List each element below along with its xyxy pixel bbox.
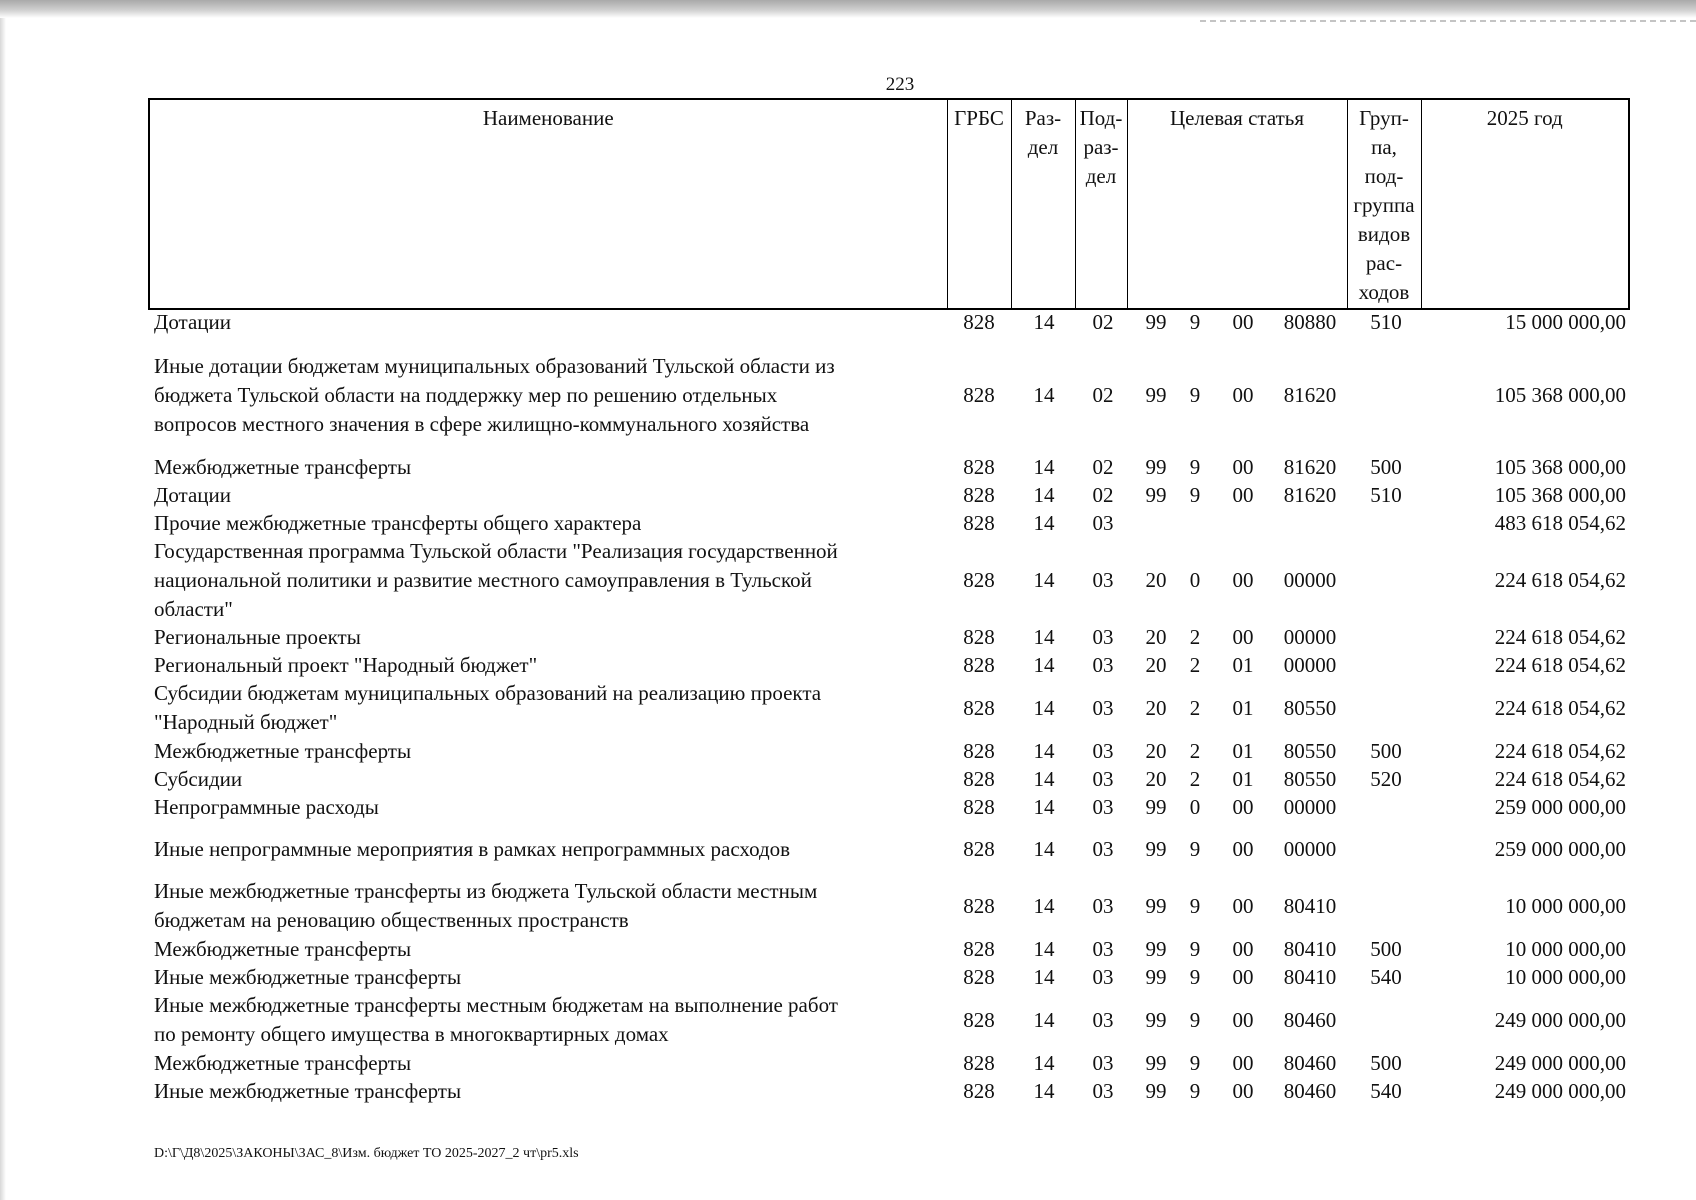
- cell-name-line: Субсидии бюджетам муниципальных образований на реализацию проекта: [154, 681, 822, 705]
- cell-razdel: 14: [1033, 625, 1055, 649]
- cell-name: [154, 1077, 934, 1106]
- cell-target-direction: 80410: [1283, 965, 1337, 989]
- cell-target-direction: 00000: [1283, 653, 1337, 677]
- cell-name: [154, 737, 934, 766]
- cell-target-program: 99: [1145, 893, 1167, 918]
- scan-shadow-left: [0, 18, 6, 1200]
- cell-grbs: 828: [963, 653, 995, 677]
- cell-name-line: Региональные проекты: [154, 625, 361, 649]
- cell-name: [154, 509, 934, 538]
- cell-name-line: Межбюджетные трансферты: [154, 1051, 412, 1075]
- cell-target-subprogram: 9: [1189, 937, 1201, 961]
- cell-name: [154, 793, 934, 822]
- cell-amount-2025: 105 368 000,00: [1494, 483, 1626, 507]
- cell-grbs: 828: [963, 455, 995, 479]
- cell-target-event: 00: [1232, 937, 1254, 961]
- cell-target-subprogram: 2: [1189, 625, 1201, 649]
- cell-razdel: 14: [1033, 695, 1055, 720]
- cell-name: [154, 1049, 934, 1078]
- cell-target-event: 00: [1232, 625, 1254, 649]
- cell-razdel: 14: [1033, 511, 1055, 535]
- cell-target-subprogram: 9: [1189, 383, 1201, 407]
- cell-target-subprogram: 2: [1189, 653, 1201, 677]
- cell-target-event: 00: [1232, 795, 1254, 819]
- cell-grbs: 828: [963, 767, 995, 791]
- header-grbs: ГРБС: [947, 99, 1011, 309]
- cell-name: [154, 835, 934, 864]
- cell-target-subprogram: 9: [1189, 455, 1201, 479]
- cell-name-line: Прочие межбюджетные трансферты общего характера: [154, 511, 642, 535]
- cell-expense-group: 540: [1370, 965, 1402, 989]
- cell-target-program: 99: [1145, 483, 1167, 507]
- cell-target-program: 99: [1145, 1007, 1167, 1032]
- cell-amount-2025: 224 618 054,62: [1494, 695, 1626, 720]
- cell-name-line: бюджета Тульской области на поддержку мер по решению отдельных: [154, 383, 778, 407]
- cell-grbs: 828: [963, 1007, 995, 1032]
- cell-amount-2025: 105 368 000,00: [1494, 455, 1626, 479]
- cell-name: [154, 352, 934, 439]
- cell-target-direction: 80880: [1283, 310, 1337, 334]
- cell-name-line: Иные межбюджетные трансферты: [154, 965, 462, 989]
- cell-name: [154, 935, 934, 964]
- cell-podrazdel: 02: [1092, 455, 1114, 479]
- cell-razdel: 14: [1033, 568, 1055, 592]
- cell-target-program: 99: [1145, 455, 1167, 479]
- cell-target-direction: 80550: [1283, 767, 1337, 791]
- cell-target-event: 00: [1232, 483, 1254, 507]
- cell-target-subprogram: 0: [1189, 568, 1201, 592]
- cell-podrazdel: 03: [1092, 795, 1114, 819]
- cell-name: [154, 623, 934, 652]
- cell-grbs: 828: [963, 795, 995, 819]
- cell-name-line: национальной политики и развитие местного самоуправления в Тульской: [154, 568, 812, 592]
- cell-target-direction: 80550: [1283, 695, 1337, 720]
- cell-podrazdel: 03: [1092, 1079, 1114, 1103]
- cell-grbs: 828: [963, 1051, 995, 1075]
- cell-expense-group: 540: [1370, 1079, 1402, 1103]
- cell-target-subprogram: 2: [1189, 767, 1201, 791]
- cell-razdel: 14: [1033, 455, 1055, 479]
- cell-target-program: 20: [1145, 739, 1167, 763]
- cell-target-program: 20: [1145, 568, 1167, 592]
- cell-name: [154, 651, 934, 680]
- cell-target-subprogram: 9: [1189, 893, 1201, 918]
- cell-target-program: 99: [1145, 937, 1167, 961]
- cell-podrazdel: 03: [1092, 937, 1114, 961]
- cell-name-line: по ремонту общего имущества в многоквартирных домах: [154, 1022, 669, 1046]
- cell-amount-2025: 483 618 054,62: [1494, 511, 1626, 535]
- cell-name-line: Иные межбюджетные трансферты: [154, 1079, 462, 1103]
- cell-target-program: 99: [1145, 1079, 1167, 1103]
- cell-name-line: Иные дотации бюджетам муниципальных образований Тульской области из: [154, 354, 835, 378]
- cell-podrazdel: 03: [1092, 837, 1114, 861]
- cell-amount-2025: 259 000 000,00: [1494, 795, 1626, 819]
- cell-name-line: области": [154, 597, 233, 621]
- header-expense-group: Груп- па, под- группа видов рас- ходов: [1347, 99, 1421, 309]
- cell-grbs: 828: [963, 568, 995, 592]
- cell-expense-group: 510: [1370, 483, 1402, 507]
- cell-podrazdel: 03: [1092, 767, 1114, 791]
- cell-name-line: бюджетам на реновацию общественных пространств: [154, 908, 629, 932]
- cell-name: [154, 679, 934, 737]
- cell-name-line: вопросов местного значения в сфере жилищно-коммунального хозяйства: [154, 412, 810, 436]
- cell-target-direction: 80460: [1283, 1079, 1337, 1103]
- header-year-2025: 2025 год: [1421, 99, 1629, 309]
- cell-target-direction: 00000: [1283, 568, 1337, 592]
- cell-target-subprogram: 9: [1189, 965, 1201, 989]
- cell-target-direction: 81620: [1283, 383, 1337, 407]
- cell-razdel: 14: [1033, 739, 1055, 763]
- cell-target-event: 01: [1232, 695, 1254, 720]
- cell-target-direction: 81620: [1283, 483, 1337, 507]
- cell-podrazdel: 03: [1092, 965, 1114, 989]
- cell-target-program: 99: [1145, 837, 1167, 861]
- cell-name: [154, 453, 934, 482]
- cell-podrazdel: 02: [1092, 310, 1114, 334]
- file-path-footer: D:\Г\Д8\2025\ЗАКОНЫ\ЗАС_8\Изм. бюджет ТО 2025-2027_2 чт\pr5.xls: [154, 1146, 579, 1161]
- cell-target-event: 00: [1232, 383, 1254, 407]
- cell-name: [154, 963, 934, 992]
- cell-razdel: 14: [1033, 310, 1055, 334]
- cell-target-subprogram: 9: [1189, 1051, 1201, 1075]
- cell-razdel: 14: [1033, 653, 1055, 677]
- cell-podrazdel: 03: [1092, 1051, 1114, 1075]
- cell-target-event: 01: [1232, 767, 1254, 791]
- cell-amount-2025: 15 000 000,00: [1505, 310, 1626, 334]
- cell-target-event: 00: [1232, 893, 1254, 918]
- cell-name-line: Дотации: [154, 310, 232, 334]
- cell-name-line: Региональный проект "Народный бюджет": [154, 653, 538, 677]
- cell-razdel: 14: [1033, 937, 1055, 961]
- cell-expense-group: 510: [1370, 310, 1402, 334]
- cell-target-event: 00: [1232, 1079, 1254, 1103]
- cell-expense-group: 500: [1370, 455, 1402, 479]
- scan-artifact-line: [1200, 20, 1696, 22]
- cell-target-subprogram: 9: [1189, 1079, 1201, 1103]
- cell-target-program: 20: [1145, 767, 1167, 791]
- cell-name-line: Межбюджетные трансферты: [154, 739, 412, 763]
- cell-grbs: 828: [963, 383, 995, 407]
- cell-expense-group: 500: [1370, 937, 1402, 961]
- cell-target-direction: 80410: [1283, 937, 1337, 961]
- cell-name-line: "Народный бюджет": [154, 710, 338, 734]
- cell-podrazdel: 03: [1092, 695, 1114, 720]
- cell-razdel: 14: [1033, 1079, 1055, 1103]
- cell-name-line: Иные непрограммные мероприятия в рамках непрограммных расходов: [154, 837, 791, 861]
- cell-target-direction: 81620: [1283, 455, 1337, 479]
- cell-target-event: 01: [1232, 739, 1254, 763]
- cell-razdel: 14: [1033, 965, 1055, 989]
- cell-target-program: 20: [1145, 625, 1167, 649]
- scan-shadow-top: [0, 0, 1696, 18]
- cell-grbs: 828: [963, 511, 995, 535]
- cell-amount-2025: 224 618 054,62: [1494, 653, 1626, 677]
- cell-name-line: Иные межбюджетные трансферты местным бюджетам на выполнение работ: [154, 993, 838, 1017]
- cell-name-line: Межбюджетные трансферты: [154, 455, 412, 479]
- cell-target-event: 00: [1232, 1007, 1254, 1032]
- cell-razdel: 14: [1033, 1007, 1055, 1032]
- cell-name: [154, 991, 934, 1049]
- cell-amount-2025: 105 368 000,00: [1494, 383, 1626, 407]
- table-header: [148, 98, 1630, 310]
- cell-target-program: 99: [1145, 383, 1167, 407]
- cell-amount-2025: 249 000 000,00: [1494, 1079, 1626, 1103]
- cell-target-event: 01: [1232, 653, 1254, 677]
- cell-name-line: Дотации: [154, 483, 232, 507]
- cell-amount-2025: 224 618 054,62: [1494, 568, 1626, 592]
- cell-name: [154, 765, 934, 794]
- cell-amount-2025: 259 000 000,00: [1494, 837, 1626, 861]
- cell-target-direction: 80550: [1283, 739, 1337, 763]
- cell-grbs: 828: [963, 695, 995, 720]
- cell-target-event: 00: [1232, 1051, 1254, 1075]
- cell-name-line: Субсидии: [154, 767, 243, 791]
- cell-target-event: 00: [1232, 965, 1254, 989]
- cell-target-subprogram: 9: [1189, 310, 1201, 334]
- cell-podrazdel: 03: [1092, 893, 1114, 918]
- cell-name-line: Иные межбюджетные трансферты из бюджета Тульской области местным: [154, 879, 818, 903]
- cell-podrazdel: 03: [1092, 1007, 1114, 1032]
- cell-name-line: Государственная программа Тульской области "Реализация государственной: [154, 539, 838, 563]
- cell-razdel: 14: [1033, 483, 1055, 507]
- cell-expense-group: 500: [1370, 1051, 1402, 1075]
- cell-target-direction: 80460: [1283, 1007, 1337, 1032]
- cell-target-event: 00: [1232, 568, 1254, 592]
- cell-amount-2025: 249 000 000,00: [1494, 1007, 1626, 1032]
- cell-amount-2025: 10 000 000,00: [1505, 937, 1626, 961]
- cell-target-program: 20: [1145, 653, 1167, 677]
- cell-grbs: 828: [963, 965, 995, 989]
- cell-target-direction: 00000: [1283, 795, 1337, 819]
- header-target-article: Целевая статья: [1127, 99, 1347, 309]
- cell-amount-2025: 224 618 054,62: [1494, 625, 1626, 649]
- cell-grbs: 828: [963, 837, 995, 861]
- cell-grbs: 828: [963, 1079, 995, 1103]
- cell-name: [154, 877, 934, 935]
- cell-target-direction: 80410: [1283, 893, 1337, 918]
- cell-target-event: 00: [1232, 837, 1254, 861]
- header-razdel: Раз- дел: [1011, 99, 1075, 309]
- cell-podrazdel: 03: [1092, 625, 1114, 649]
- cell-name-line: Межбюджетные трансферты: [154, 937, 412, 961]
- cell-podrazdel: 03: [1092, 739, 1114, 763]
- cell-razdel: 14: [1033, 795, 1055, 819]
- cell-target-subprogram: 9: [1189, 837, 1201, 861]
- cell-target-program: 99: [1145, 795, 1167, 819]
- cell-amount-2025: 224 618 054,62: [1494, 767, 1626, 791]
- cell-name: [154, 481, 934, 510]
- cell-grbs: 828: [963, 739, 995, 763]
- cell-podrazdel: 02: [1092, 383, 1114, 407]
- cell-target-program: 99: [1145, 310, 1167, 334]
- cell-name-line: Непрограммные расходы: [154, 795, 379, 819]
- cell-name: [154, 537, 934, 624]
- cell-podrazdel: 03: [1092, 511, 1114, 535]
- cell-expense-group: 500: [1370, 739, 1402, 763]
- cell-target-program: 99: [1145, 965, 1167, 989]
- cell-grbs: 828: [963, 625, 995, 649]
- cell-expense-group: 520: [1370, 767, 1402, 791]
- cell-amount-2025: 224 618 054,62: [1494, 739, 1626, 763]
- cell-podrazdel: 02: [1092, 483, 1114, 507]
- cell-grbs: 828: [963, 483, 995, 507]
- cell-target-program: 99: [1145, 1051, 1167, 1075]
- cell-amount-2025: 10 000 000,00: [1505, 965, 1626, 989]
- cell-target-subprogram: 2: [1189, 695, 1201, 720]
- cell-target-event: 00: [1232, 455, 1254, 479]
- cell-target-event: 00: [1232, 310, 1254, 334]
- cell-grbs: 828: [963, 937, 995, 961]
- cell-name: [154, 308, 934, 337]
- cell-target-subprogram: 0: [1189, 795, 1201, 819]
- header-name: Наименование: [149, 99, 947, 309]
- header-podrazdel: Под- раз- дел: [1075, 99, 1127, 309]
- cell-razdel: 14: [1033, 383, 1055, 407]
- cell-target-direction: 00000: [1283, 837, 1337, 861]
- cell-grbs: 828: [963, 893, 995, 918]
- cell-amount-2025: 10 000 000,00: [1505, 893, 1626, 918]
- cell-target-program: 20: [1145, 695, 1167, 720]
- cell-podrazdel: 03: [1092, 568, 1114, 592]
- page-number: 223: [885, 74, 915, 95]
- cell-target-subprogram: 2: [1189, 739, 1201, 763]
- cell-target-subprogram: 9: [1189, 483, 1201, 507]
- cell-target-direction: 00000: [1283, 625, 1337, 649]
- cell-grbs: 828: [963, 310, 995, 334]
- cell-razdel: 14: [1033, 837, 1055, 861]
- cell-razdel: 14: [1033, 893, 1055, 918]
- cell-razdel: 14: [1033, 1051, 1055, 1075]
- cell-target-direction: 80460: [1283, 1051, 1337, 1075]
- cell-target-subprogram: 9: [1189, 1007, 1201, 1032]
- cell-amount-2025: 249 000 000,00: [1494, 1051, 1626, 1075]
- cell-razdel: 14: [1033, 767, 1055, 791]
- cell-podrazdel: 03: [1092, 653, 1114, 677]
